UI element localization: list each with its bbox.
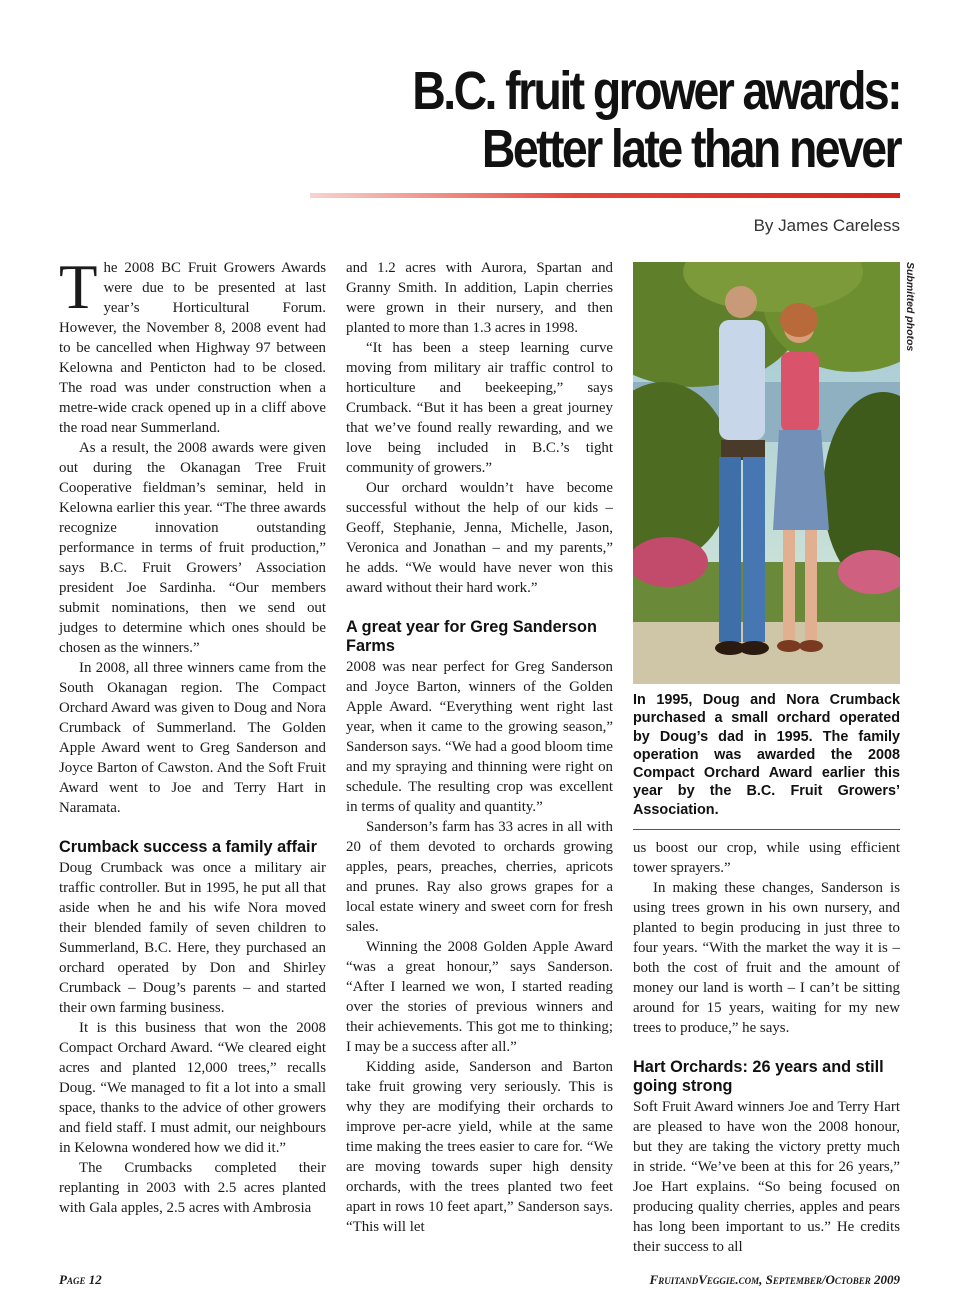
paragraph: Our orchard wouldn’t have become successful without the help of our kids – Geoff, Stephanie, Jenna, Michelle, Jason, Veronica and Jonathan – and my parents,” he adds. “We would have never won this award without their hard work.” [346, 480, 613, 596]
caption-divider [633, 829, 900, 830]
title-line-2: Better late than never [481, 119, 900, 179]
byline: By James Careless [753, 216, 900, 235]
photo-credit: Submitted photos [904, 262, 916, 352]
photo-caption: In 1995, Doug and Nora Crumback purchased a small orchard operated by Doug’s dad in 1995. The family operation was awarded the 2008 Compact Orchard Award earlier this year by the B.C. Fruit Growers’ Association. [633, 692, 900, 818]
paragraph: In making these changes, Sanderson is using trees grown in his own nursery, and planted to begin producing in just three to four years. “With the market the way it is – both the cost of fruit and the amount of money our land is worth – I can’t be sitting around for 15 years, waiting for my new trees to produce,” he says. [633, 880, 900, 1036]
publication-footer: FruitandVeggie.com, September/October 2009 [649, 1272, 900, 1287]
drop-cap: T [59, 252, 98, 322]
paragraph: 2008 was near perfect for Greg Sanderson and Joyce Barton, winners of the Golden Apple Award. “Everything went right last year, when it came to the growing season,” Sanderson says. “We had a good bloom time and my spraying and thinning were right on schedule. The resulting crop was excellent in terms of quality and quantity.” [346, 659, 613, 815]
title-rule [310, 193, 900, 198]
section-heading: A great year for Greg Sanderson Farms [346, 618, 597, 655]
paragraph: Soft Fruit Award winners Joe and Terry Hart are pleased to have won the 2008 honour, but they are taking the victory pretty much in stride. “We’ve been at this for 26 years,” Joe Hart explains. “So being focused on producing quality cherries, apples and pears has long been important to us.” He credits their success to all [633, 1099, 900, 1255]
section-heading: Hart Orchards: 26 years and still going strong [633, 1058, 884, 1095]
title-line-1: B.C. fruit grower awards: [412, 61, 900, 121]
paragraph: It is this business that won the 2008 Compact Orchard Award. “We cleared eight acres and planted 12,000 trees,” recalls Doug. “We managed to fit a lot into a small space, thanks to the advice of other growers and field staff. I must admit, our neighbours in Kelowna wondered how we did it.” [59, 1020, 326, 1156]
paragraph: Doug Crumback was once a military air traffic controller. But in 1995, he put all that aside when he and his wife Nora moved their blended family of seven children to Summerland, B.C. Here, they purchased an orchard operated by Don and Shirley Crumback – Doug’s parents – and started their own farming business. [59, 860, 326, 1016]
paragraph: and 1.2 acres with Aurora, Spartan and Granny Smith. In addition, Lapin cherries were grown in their nursery, and then planted to more than 1.3 acres in 1998. [346, 260, 613, 336]
paragraph: Winning the 2008 Golden Apple Award “was a great honour,” says Sanderson. “After I learned we won, I started reading over the stories of previous winners and their achievements. This got me to thinking; I may be a success after all.” [346, 939, 613, 1055]
page-number: Page 12 [59, 1272, 102, 1287]
section-heading: Crumback success a family affair [59, 838, 317, 856]
column-2 [346, 258, 613, 1237]
paragraph: “It has been a steep learning curve moving from military air traffic control to horticulture and beekeeping,” says Crumback. “But it has been a great journey that we’ve found really rewarding, and we love being included in B.C.’s tight community of growers.” [346, 340, 613, 476]
paragraph: As a result, the 2008 awards were given out during the Okanagan Tree Fruit Cooperative fieldman’s seminar, held in Kelowna earlier this year. “The three awards recognize innovation outstanding performance in terms of fruit production,” says B.C. Fruit Growers’ Association president Joe Sardinha. “Our members submit nominations, then we send out judges to determine which ones should be chosen as the winners.” [59, 440, 326, 656]
orchard-photo-illustration [633, 262, 900, 684]
paragraph: The Crumbacks completed their replanting in 2003 with 2.5 acres planted with Gala apples, 2.5 acres with Ambrosia [59, 1160, 326, 1216]
column-1 [59, 252, 326, 1218]
column-3 [633, 838, 900, 1257]
paragraph [59, 252, 326, 438]
paragraph: Sanderson’s farm has 33 acres in all with 20 of them devoted to orchards growing apples, pears, preaches, cherries, apricots and prunes. Ray also grows grapes for a local estate winery and sweet corn for fresh sales. [346, 819, 613, 935]
article-title [298, 62, 900, 178]
paragraph: In 2008, all three winners came from the South Okanagan region. The Compact Orchard Award was given to Doug and Nora Crumback of Summerland. The Golden Apple Award went to Greg Sanderson and Joyce Barton of Cawston. And the Soft Fruit Award went to Joe and Terry Hart in Naramata. [59, 660, 326, 816]
couple-photo [633, 262, 900, 684]
paragraph: Kidding aside, Sanderson and Barton take fruit growing very seriously. This is why they are modifying their orchards to improve per-acre yield, while at the same time making the trees easier to care for. “We are moving towards super high density orchards, with the trees planted two feet apart in rows 10 feet apart,” Sanderson says. “This will let [346, 1059, 613, 1235]
paragraph-text: he 2008 BC Fruit Growers Awards were due to be presented at last year’s Horticultural Forum. However, the November 8, 2008 event had to be cancelled when Highway 97 between Kelowna and Penticton had to be closed. The road was under construction when a metre-wide crack opened up in a cliff above the road near Summerland. [59, 260, 326, 436]
paragraph: us boost our crop, while using efficient tower sprayers.” [633, 840, 900, 876]
